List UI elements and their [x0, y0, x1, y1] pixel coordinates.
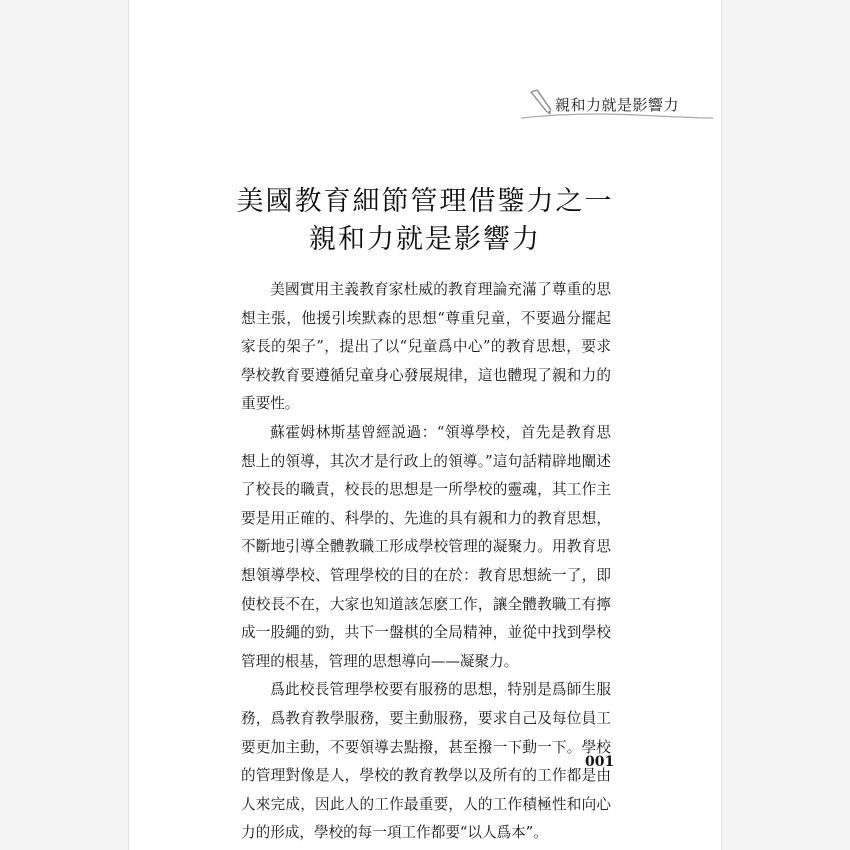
running-head-text: 親和力就是影響力 [555, 96, 680, 114]
chapter-title-line1: 美國教育細節管理借鑒力之一 [236, 186, 614, 217]
paragraph-3: 爲此校長管理學校要有服務的思想，特别是爲師生服務，爲教育教學服務，要主動服務，要求自己及每位員工要更加主動，不要領導去點撥，甚至撥一下動一下。學校的管理對像是人，學校的教育教學以及所有的工作都是由人來完成，因此人的工作最重要，人的工作積極性和向心力的形成，學校的每一項工作都要“以人爲本”。 [241, 681, 611, 842]
running-head [517, 88, 717, 128]
paragraph-2: 蘇霍姆林斯基曾經説過：“領導學校，首先是教育思想上的領導，其次才是行政上的領導。”這句話精辟地闡述了校長的職責，校長的思想是一所學校的靈魂，其工作主要是用正確的、科學的、先進的具有親和力的教育思想，不斷地引導全體教職工形成學校管理的凝聚力。用教育思想領導學校、管理學校的目的在於：教育思想統一了，即使校長不在，大家也知道該怎麽工作，讓全體教職工有擰成一股繩的勁，共下一盤棋的全局精神，並從中找到學校管理的根基，管理的思想導向——凝聚力。 [241, 423, 611, 670]
page-number: 001 [585, 754, 615, 770]
book-page [128, 0, 722, 850]
paragraph-1: 美國實用主義教育家杜威的教育理論充滿了尊重的思想主張，他援引埃默森的思想“尊重兒童，不要過分擺起家長的架子”，提出了以“兒童爲中心”的教育思想，要求學校教育要遵循兒童身心發展規律，這也體現了親和力的重要性。 [241, 281, 611, 413]
body-text [241, 276, 611, 848]
chapter-title-line2: 親和力就是影響力 [309, 224, 541, 255]
